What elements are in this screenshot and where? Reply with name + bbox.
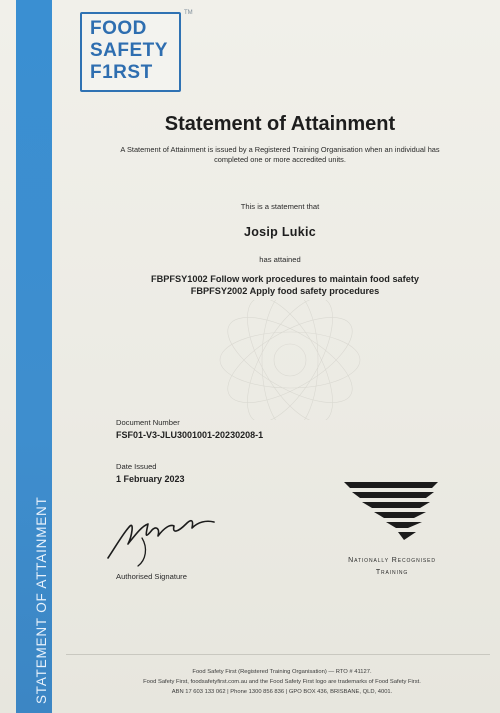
intro-line-2: completed one or more accredited units. bbox=[214, 155, 346, 164]
footer-line-2: Food Safety First, foodsafetyfirst.com.au and the Food Safety First logo are trademarks of Food Safety First. bbox=[143, 679, 421, 685]
certificate-title: Statement of Attainment bbox=[164, 113, 396, 135]
food-safety-first-logo bbox=[80, 12, 181, 92]
nrt-line-2: Training bbox=[375, 569, 409, 576]
side-band-text: STATEMENT OF ATTAINMENT bbox=[34, 496, 49, 704]
logo-line-3: F1RST bbox=[90, 62, 153, 83]
document-number: FSF01-V3-JLU3001001-20230208-1 bbox=[116, 430, 264, 440]
unit-1: FBPFSY1002 Follow work procedures to maintain food safety bbox=[150, 274, 420, 284]
intro-line-1: A Statement of Attainment is issued by a Registered Training Organisation when an individual has bbox=[120, 145, 440, 154]
authorised-signature-image bbox=[102, 508, 222, 568]
document-number-label: Document Number bbox=[116, 418, 180, 427]
unit-2: FBPFSY2002 Apply food safety procedures bbox=[190, 286, 380, 296]
footer-divider bbox=[66, 654, 490, 655]
units-list bbox=[60, 273, 500, 297]
nrt-logo-icon bbox=[344, 480, 438, 542]
footer bbox=[92, 667, 472, 697]
trademark-mark: TM bbox=[184, 10, 193, 16]
footer-line-1: Food Safety First (Registered Training Organisation) — RTO # 41127. bbox=[192, 669, 372, 675]
date-issued-label: Date Issued bbox=[116, 462, 157, 471]
certificate-intro bbox=[88, 145, 472, 165]
footer-line-3: ABN 17 603 133 062 | Phone 1300 856 836 | GPO BOX 436, BRISBANE, QLD, 4001. bbox=[171, 689, 393, 695]
logo-line-2: SAFETY bbox=[90, 40, 168, 61]
authorised-signature-label: Authorised Signature bbox=[116, 572, 187, 581]
nrt-text bbox=[326, 555, 458, 579]
attained-text: has attained bbox=[259, 255, 301, 264]
date-issued: 1 February 2023 bbox=[116, 474, 185, 484]
recipient-name: Josip Lukic bbox=[243, 225, 317, 239]
logo-line-1: FOOD bbox=[90, 18, 147, 39]
nrt-line-1: Nationally Recognised bbox=[348, 557, 436, 564]
statement-text: This is a statement that bbox=[240, 202, 320, 211]
guilloche-watermark bbox=[210, 300, 370, 420]
